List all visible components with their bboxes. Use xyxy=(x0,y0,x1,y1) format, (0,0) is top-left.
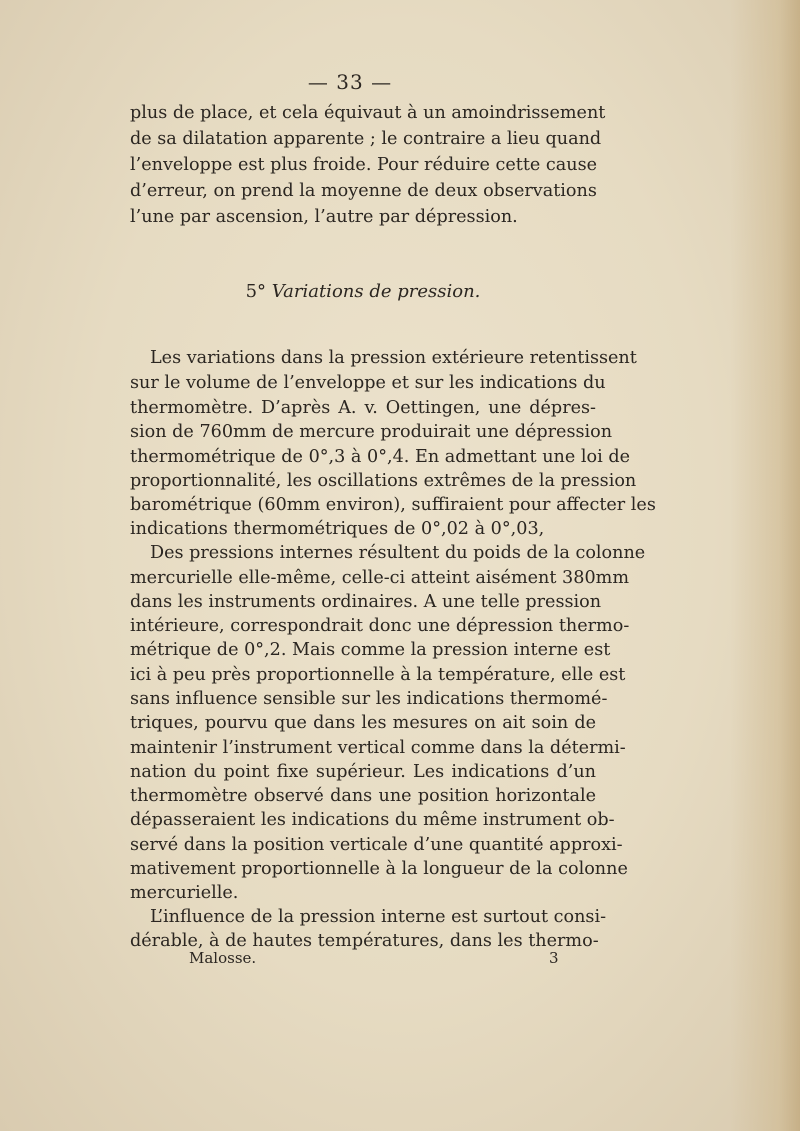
text-line: sur le volume de l’enveloppe et sur les indications du xyxy=(130,373,606,393)
text-line: triques, pourvu que dans les mesures on ait soin de xyxy=(130,713,596,733)
section-number: 5° xyxy=(245,281,267,302)
text-line: servé dans la position verticale d’une quantité approxi- xyxy=(130,835,623,855)
text-line: ici à peu près proportionnelle à la température, elle est xyxy=(130,665,626,685)
text-line: nation du point fixe supérieur. Les indications d’un xyxy=(130,762,596,782)
text-line: thermomètre observé dans une position horizontale xyxy=(130,786,596,806)
text-line: maintenir l’instrument vertical comme dans la détermi- xyxy=(130,738,626,758)
text-line: proportionnalité, les oscillations extrêmes de la pression xyxy=(130,471,637,491)
text-line: d’erreur, on prend la moyenne de deux observations xyxy=(130,181,597,201)
text-line: de sa dilatation apparente ; le contraire a lieu quand xyxy=(130,129,602,149)
section-title: Variations de pression. xyxy=(271,281,481,302)
footer-signature-mark: 3 xyxy=(549,949,559,967)
text-line: Des pressions internes résultent du poids de la colonne xyxy=(150,543,646,563)
text-line: dérable, à de hautes températures, dans les thermo- xyxy=(130,931,599,951)
section-heading xyxy=(130,280,596,304)
text-line: L’influence de la pression interne est surtout consi- xyxy=(150,907,607,927)
page-number: — 33 — xyxy=(307,70,393,94)
text-line: métrique de 0°,2. Mais comme la pression interne est xyxy=(130,640,611,660)
text-line: sans influence sensible sur les indications thermomé- xyxy=(130,689,608,709)
text-line: thermomètre. D’après A. v. Oettingen, une dépres- xyxy=(130,398,596,418)
text-line: mativement proportionnelle à la longueur de la colonne xyxy=(130,859,628,879)
text-line: sion de 760mm de mercure produirait une dépression xyxy=(130,422,613,442)
text-line: dépasseraient les indications du même instrument ob- xyxy=(130,810,615,830)
text-line: dans les instruments ordinaires. A une telle pression xyxy=(130,592,602,612)
text-line: mercurielle. xyxy=(130,883,239,903)
text-line: indications thermométriques de 0°,02 à 0°,03, xyxy=(130,519,545,539)
text-line: intérieure, correspondrait donc une dépression thermo- xyxy=(130,616,630,636)
page-edge-shadow xyxy=(730,0,800,1131)
text-line: Les variations dans la pression extérieure retentissent xyxy=(150,348,637,368)
text-line: mercurielle elle-même, celle-ci atteint aisément 380mm xyxy=(130,568,629,588)
text-line: thermométrique de 0°,3 à 0°,4. En admettant une loi de xyxy=(130,447,630,467)
text-line: l’une par ascension, l’autre par dépression. xyxy=(130,207,518,227)
footer-author: Malosse. xyxy=(189,949,257,967)
text-line: l’enveloppe est plus froide. Pour réduire cette cause xyxy=(130,155,598,175)
text-line: plus de place, et cela équivaut à un amoindrissement xyxy=(130,103,606,123)
text-line: barométrique (60mm environ), suffiraient pour affecter les xyxy=(130,495,656,515)
